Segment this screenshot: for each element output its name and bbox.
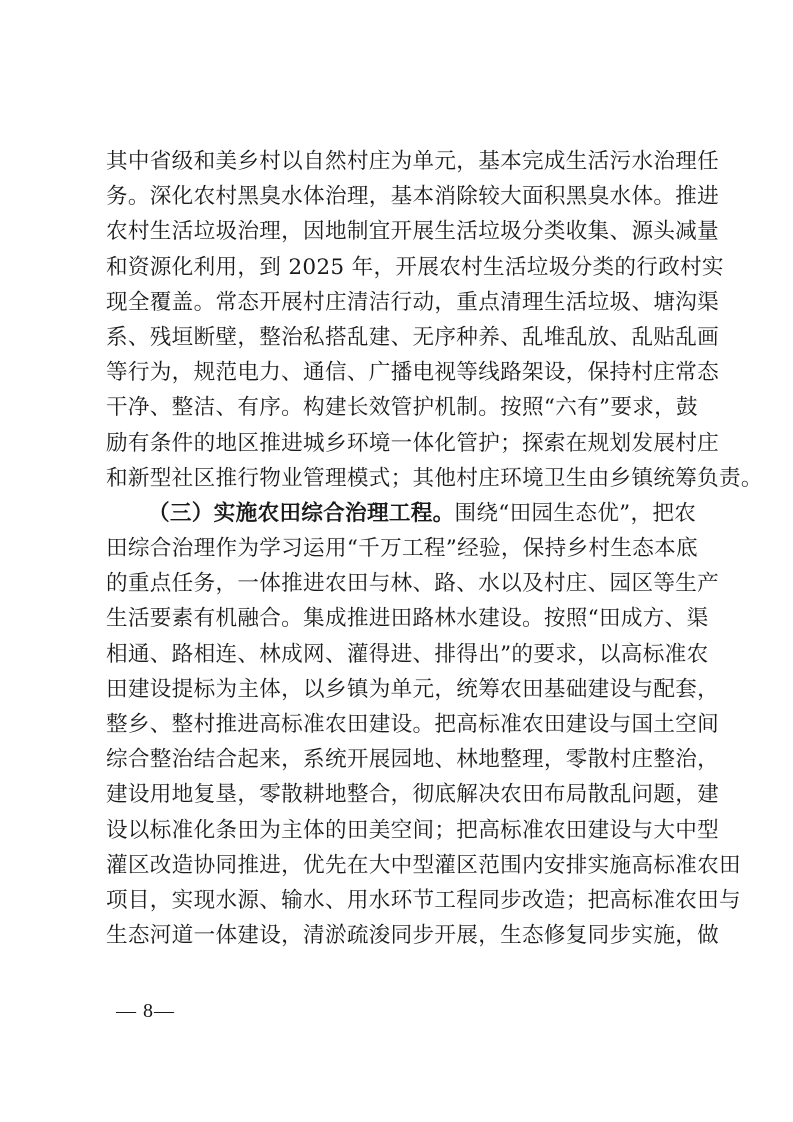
text-line: 其中省级和美乡村以自然村庄为单元，基本完成生活污水治理任 — [106, 149, 720, 174]
text-line-first — [106, 496, 697, 531]
text-line: 建设用地复垦，零散耕地整合，彻底解决农田布局散乱问题，建 — [106, 782, 720, 808]
text-line: 田建设提标为主体，以乡镇为单元，统筹农田基础建设与配套， — [106, 676, 720, 702]
page-number: — 8— — [116, 1000, 175, 1022]
text-line: 整乡、整村推进高标准农田建设。把高标准农田建设与国土空间 — [106, 712, 720, 737]
text-line: 设以标准化条田为主体的田美空间；把高标准农田建设与大中型 — [106, 817, 720, 843]
text-line: 生态河道一体建设，清淤疏浚同步开展，生态修复同步实施，做 — [106, 923, 720, 949]
text-line: 生活要素有机融合。集成推进田路林水建设。按照“田成方、渠 — [106, 606, 709, 632]
text-line: 等行为，规范电力、通信、广播电视等线路架设，保持村庄常态 — [106, 360, 720, 386]
paragraph-1 — [106, 144, 763, 496]
text-line: 相通、路相连、林成网、灌得进、排得出”的要求，以高标准农 — [106, 641, 709, 667]
paragraph-2 — [106, 496, 741, 953]
text-line: 励有条件的地区推进城乡环境一体化管护；探索在规划发展村庄 — [106, 430, 720, 456]
text-line: 综合整治结合起来，系统开展园地、林地整理，零散村庄整治， — [106, 747, 720, 773]
text-line: 干净、整洁、有序。构建长效管护机制。按照“六有”要求，鼓 — [106, 395, 698, 421]
text-line: 的重点任务，一体推进农田与林、路、水以及村庄、园区等生产 — [106, 571, 720, 597]
text-line: 项目，实现水源、输水、用水环节工程同步改造；把高标准农田与 — [106, 887, 741, 913]
text-line: 和新型社区推行物业管理模式；其他村庄环境卫生由乡镇统筹负责。 — [106, 465, 763, 491]
text-line: 田综合治理作为学习运用“千万工程”经验，保持乡村生态本底 — [106, 536, 698, 562]
text-fragment: 围绕“田园生态优”，把农 — [454, 500, 697, 526]
document-body — [106, 144, 763, 953]
text-line: 农村生活垃圾治理，因地制宜开展生活垃圾分类收集、源头减量 — [106, 219, 720, 245]
text-line: 系、残垣断壁，整治私搭乱建、无序种养、乱堆乱放、乱贴乱画 — [106, 324, 720, 350]
text-line: 务。深化农村黑臭水体治理，基本消除较大面积黑臭水体。推进 — [106, 184, 720, 210]
text-line: 现全覆盖。常态开展村庄清洁行动，重点清理生活垃圾、塘沟渠 — [106, 289, 720, 315]
text-line: 和资源化利用，到 2025 年，开展农村生活垃圾分类的行政村实 — [106, 254, 724, 280]
section-heading: （三）实施农田综合治理工程。 — [148, 500, 455, 526]
text-line: 灌区改造协同推进，优先在大中型灌区范围内安排实施高标准农田 — [106, 852, 741, 878]
